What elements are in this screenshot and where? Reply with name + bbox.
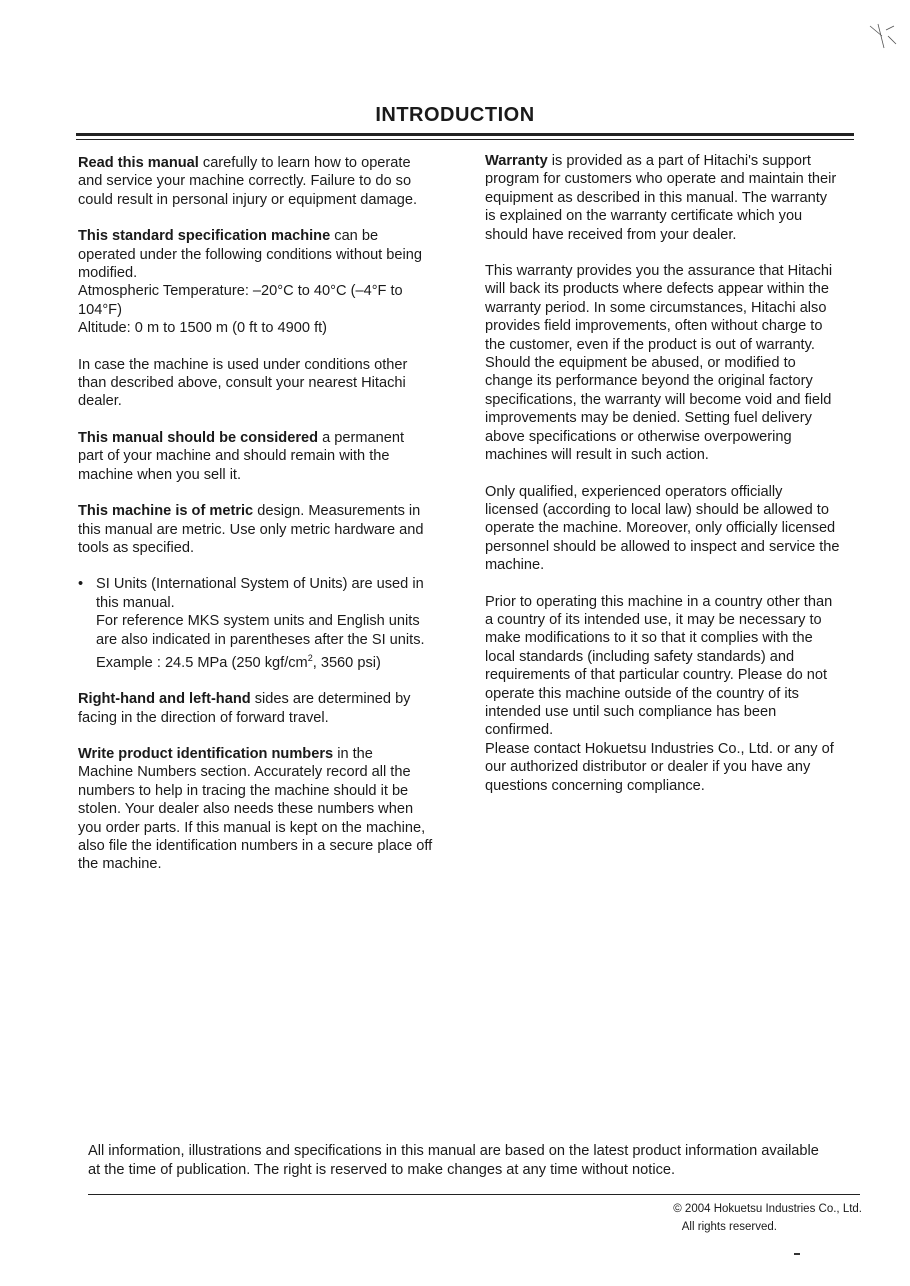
- paragraph-line: Only qualified, experienced operators officially: [485, 483, 783, 500]
- paragraph-line: equipment as described in this manual. The warranty: [485, 189, 828, 206]
- paragraph: [485, 593, 860, 795]
- title-rule-thin: [76, 139, 854, 140]
- left-column: [78, 154, 463, 892]
- paragraph-text: carefully to learn how to operate: [198, 155, 411, 171]
- paragraph-line: than described above, consult your nearest Hitachi: [78, 375, 406, 392]
- paragraph-text: sides are determined by: [250, 691, 411, 708]
- paragraph-line: machine.: [485, 557, 545, 574]
- paragraph-line: is explained on the warranty certificate which you: [485, 208, 803, 225]
- copyright-text: © 2004 Hokuetsu Industries Co., Ltd.: [673, 1203, 862, 1215]
- paragraph-line: facing in the direction of forward travel.: [78, 709, 329, 726]
- paragraph-line: could result in personal injury or equipment damage.: [78, 191, 418, 208]
- rights-text: All rights reserved.: [681, 1221, 777, 1233]
- paragraph-line: this manual are metric. Use only metric hardware and: [78, 521, 424, 538]
- paragraph-line: stolen. Your dealer also needs these numbers when: [78, 801, 414, 818]
- paragraph-text: design. Measurements in: [253, 503, 421, 520]
- footer-line: at the time of publication. The right is reserved to make changes at any time without notice.: [88, 1162, 676, 1178]
- paragraph-lead: This manual should be considered: [78, 429, 319, 446]
- paragraph-line: [78, 154, 463, 172]
- paragraph-line: our authorized distributor or dealer if you have any: [485, 759, 811, 776]
- paragraph-line: dealer.: [78, 393, 122, 410]
- paragraph-line: you order parts. If this manual is kept on the machine,: [78, 819, 426, 836]
- scan-artifact-mark: [868, 22, 898, 52]
- paragraph-line: Atmospheric Temperature: –20°C to 40°C (–4°F to: [78, 283, 403, 300]
- paragraph-text: is provided as a part of Hitachi's support: [547, 153, 811, 169]
- bullet-dot: •: [78, 576, 84, 593]
- paragraph-text: in the: [333, 746, 373, 763]
- paragraph-line: should have received from your dealer.: [485, 226, 737, 243]
- paragraph-line: operated under the following conditions without being: [78, 246, 423, 263]
- paragraph-line: personnel should be allowed to inspect and service the: [485, 538, 840, 555]
- copyright-block: [560, 1200, 862, 1236]
- paragraph-line: [78, 690, 463, 708]
- paragraph-lead: Read this manual: [78, 155, 199, 171]
- paragraph-text: can be: [330, 228, 379, 245]
- paragraph: [78, 745, 463, 874]
- paragraph-lead: This standard specification machine: [78, 228, 331, 245]
- paragraph: [485, 262, 860, 464]
- paragraph-line: above specifications or otherwise overpowering: [485, 428, 792, 445]
- paragraph: [78, 227, 463, 337]
- paragraph: [78, 429, 463, 484]
- paragraph: [78, 154, 463, 209]
- paragraph-line: part of your machine and should remain with the: [78, 448, 390, 465]
- paragraph-line: numbers to help in tracing the machine should it be: [78, 782, 409, 799]
- paragraph-lead: This machine is of metric: [78, 503, 254, 520]
- paragraph-line: 104°F): [78, 301, 122, 318]
- paragraph-line: tools as specified.: [78, 539, 195, 556]
- paragraph-line: the machine.: [78, 856, 162, 873]
- paragraph-line: questions concerning compliance.: [485, 777, 705, 794]
- footer-rule: [88, 1194, 860, 1195]
- paragraph-line: licensed (according to local law) should be allowed to: [485, 501, 829, 518]
- paragraph-line: and service your machine correctly. Failure to do so: [78, 173, 412, 190]
- paragraph-line: also file the identification numbers in a secure place off: [78, 838, 433, 855]
- paragraph-line: Should the equipment be abused, or modified to: [485, 355, 796, 372]
- footer-line: All information, illustrations and specifications in this manual are based on the latest product information available: [88, 1143, 819, 1159]
- paragraph-line: machine when you sell it.: [78, 466, 242, 483]
- paragraph-line: This warranty provides you the assurance that Hitachi: [485, 263, 833, 280]
- paragraph-line: [485, 152, 860, 170]
- paragraph-text: a permanent: [318, 429, 405, 446]
- page-title: INTRODUCTION: [375, 104, 535, 126]
- paragraph-line: Please contact Hokuetsu Industries Co., Ltd. or any of: [485, 740, 834, 757]
- paragraph: [78, 690, 463, 727]
- paragraph-line: improvements may be denied. Setting fuel delivery: [485, 410, 812, 427]
- paragraph-line: [78, 745, 463, 763]
- paragraph-line: [78, 227, 463, 245]
- paragraph-line: operate the machine. Moreover, only officially licensed: [485, 520, 836, 537]
- paragraph-line: will back its products where defects appear within the: [485, 281, 829, 298]
- paragraph-line: [78, 429, 463, 447]
- paragraph-lead: Warranty: [485, 153, 548, 169]
- paragraph-line: Machine Numbers section. Accurately record all the: [78, 764, 411, 781]
- si-line: are also indicated in parentheses after the SI units.: [96, 631, 425, 648]
- paragraph-line: modified.: [78, 265, 138, 282]
- paragraph-line: program for customers who operate and maintain their: [485, 171, 837, 188]
- paragraph-line: intended use until such compliance has been: [485, 703, 777, 720]
- paragraph-line: [78, 502, 463, 520]
- scan-speck: [794, 1253, 800, 1255]
- si-example: Example : 24.5 MPa (250 kgf/$cm^2$, 3560 psi): [96, 652, 381, 671]
- paragraph-line: local standards (including safety standards) and: [485, 648, 795, 665]
- footer-disclaimer: [88, 1142, 868, 1180]
- paragraph-line: the customer, even if the product is out of warranty.: [485, 336, 815, 353]
- paragraph-line: requirements of that particular country. Please do not: [485, 667, 828, 684]
- right-column: [485, 152, 860, 813]
- title-rule-thick: [76, 133, 854, 136]
- paragraph-lead: Write product identification numbers: [78, 746, 334, 763]
- paragraph-line: In case the machine is used under conditions other: [78, 356, 408, 373]
- paragraph-line: operate this machine outside of the country of its: [485, 685, 799, 702]
- paragraph-line: make modifications to it so that it complies with the: [485, 630, 813, 647]
- paragraph-line: change its performance beyond the original factory: [485, 373, 813, 390]
- si-line: SI Units (International System of Units) are used in: [96, 576, 424, 593]
- paragraph-line: specifications, the warranty will become void and field: [485, 391, 832, 408]
- paragraph-lead: Right-hand and left-hand: [78, 691, 251, 708]
- paragraph-line: a country of its intended use, it may be necessary to: [485, 611, 822, 628]
- paragraph-line: Altitude: 0 m to 1500 m (0 ft to 4900 ft): [78, 320, 328, 337]
- paragraph: [78, 502, 463, 557]
- si-line: this manual.: [96, 594, 175, 611]
- paragraph-line: Prior to operating this machine in a country other than: [485, 593, 833, 610]
- paragraph: [78, 356, 463, 411]
- si-line: For reference MKS system units and English units: [96, 613, 420, 630]
- paragraph-line: provides field improvements, often without charge to: [485, 318, 823, 335]
- paragraph: [485, 483, 860, 575]
- si-units-bullet: [78, 575, 463, 672]
- paragraph: [485, 152, 860, 244]
- paragraph-line: machines will result in such action.: [485, 447, 709, 464]
- paragraph-line: confirmed.: [485, 722, 554, 739]
- paragraph-line: warranty period. In some circumstances, Hitachi also: [485, 299, 827, 316]
